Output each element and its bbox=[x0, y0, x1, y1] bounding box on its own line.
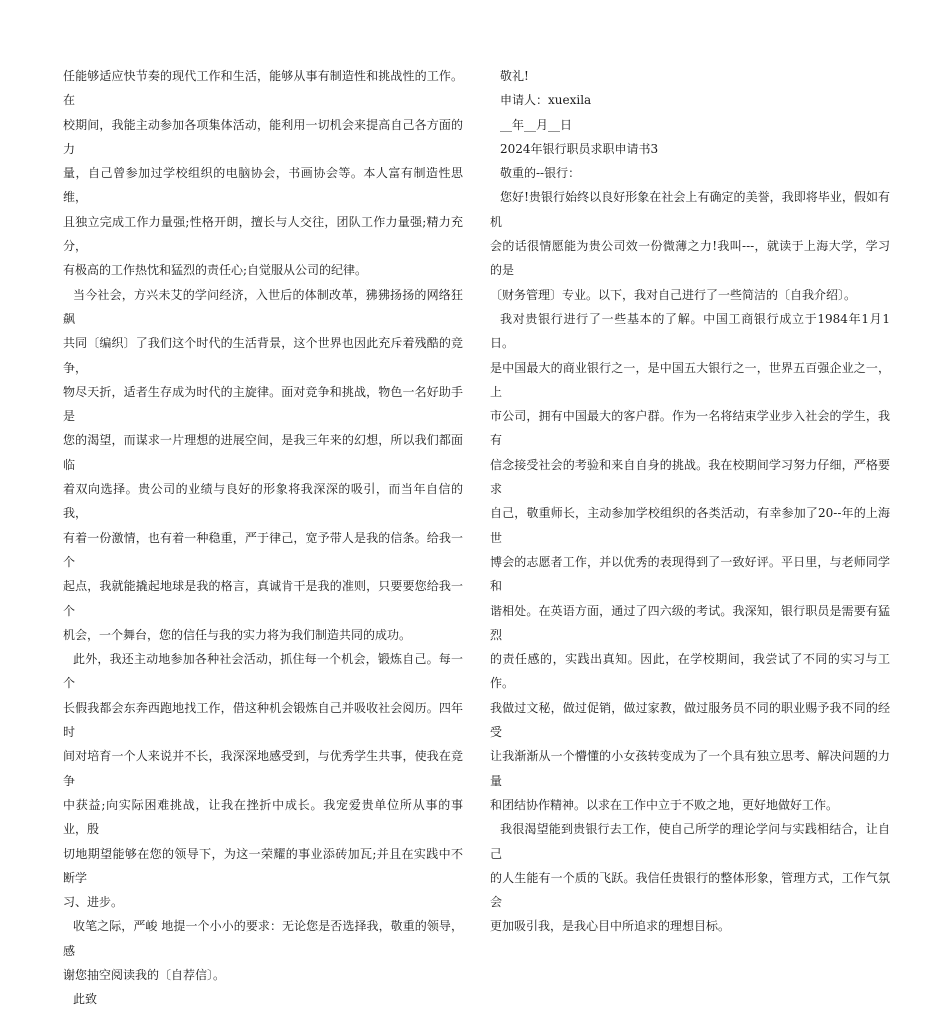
date-line bbox=[490, 113, 890, 137]
applicant-line bbox=[490, 88, 890, 112]
paragraph-aspiration bbox=[490, 817, 890, 938]
text-line: 谢您抽空阅读我的〔自荐信〕。 bbox=[63, 967, 226, 982]
salutation-cizhi bbox=[63, 987, 463, 1011]
text-line: 校期间，我能主动参加各项集体活动，能利用一切机会来提高自己各方面的力 bbox=[63, 117, 463, 156]
right-column bbox=[490, 64, 890, 939]
paragraph-continuation bbox=[63, 64, 463, 283]
text-line: 习、进步。 bbox=[63, 895, 124, 910]
text-line: 申请人：xuexila bbox=[500, 93, 592, 108]
text-line: 物尽天折，适者生存成为时代的主旋律。面对竞争和挑战，物色一名好助手是 bbox=[63, 384, 463, 424]
letter-greeting bbox=[490, 161, 890, 185]
text-line: 信念接受社会的考验和来自自身的挑战。我在校期间学习努力仔细，严格要求 bbox=[490, 457, 890, 497]
text-line: 市公司，拥有中国最大的客户群。作为一名将结束学业步入社会的学生，我有 bbox=[490, 409, 890, 448]
paragraph-intro bbox=[490, 185, 890, 306]
paragraph-closing bbox=[63, 914, 463, 987]
text-line: 是中国最大的商业银行之一，是中国五大银行之一，世界五百强企业之一，上 bbox=[490, 360, 890, 399]
text-line: 且独立完成工作力量强;性格开朗，擅长与人交往，团队工作力量强;精力充分， bbox=[63, 214, 463, 254]
text-line: 长假我都会东奔西跑地找工作，借这种机会锻炼自己并吸收社会阅历。四年时 bbox=[63, 700, 463, 740]
salutation-jingli bbox=[490, 64, 890, 88]
text-line: 2024年银行职员求职申请书3 bbox=[500, 141, 659, 156]
text-line: 您的渴望，而谋求一片理想的进展空间，是我三年来的幻想，所以我们都面临 bbox=[63, 433, 463, 472]
paragraph-bank-knowledge bbox=[490, 307, 890, 817]
text-line: 有极高的工作热忱和猛烈的责任心;自觉服从公司的纪律。 bbox=[63, 263, 368, 278]
left-column bbox=[63, 64, 463, 1012]
text-line: 博会的志愿者工作，并以优秀的表现得到了一致好评。平日里，与老师同学和 bbox=[490, 554, 890, 594]
text-line: 任能够适应快节奏的现代工作和生活，能够从事有制造性和挑战性的工作。在 bbox=[63, 69, 463, 108]
text-line: 我做过文秘，做过促销，做过家教，做过服务员不同的职业赐予我不同的经受 bbox=[490, 700, 890, 740]
text-line: 谐相处。在英语方面，通过了四六级的考试。我深知，银行职员是需要有猛烈 bbox=[490, 603, 890, 642]
text-line: 敬礼! bbox=[500, 69, 529, 83]
text-line: 机会，一个舞台，您的信任与我的实力将为我们制造共同的成功。 bbox=[63, 627, 412, 642]
text-line: __年__月__日 bbox=[500, 117, 573, 132]
text-line: 中获益;向实际困难挑战，让我在挫折中成长。我宠爱贵单位所从事的事业，殷 bbox=[63, 797, 463, 837]
text-line: 自己，敬重师长，主动参加学校组织的各类活动，有幸参加了20--年的上海世 bbox=[490, 506, 890, 545]
text-line: 量，自己曾参加过学校组织的电脑协会，书画协会等。本人富有制造性思维， bbox=[63, 166, 463, 205]
text-line: 敬重的--银行： bbox=[500, 166, 581, 181]
text-line: 起点，我就能撬起地球是我的格言，真诚肯干是我的准则，只要要您给我一个 bbox=[63, 579, 463, 618]
paragraph-society bbox=[63, 283, 463, 647]
text-line: 此致 bbox=[73, 992, 98, 1007]
text-line: 的责任感的，实践出真知。因此，在学校期间，我尝试了不同的实习与工作。 bbox=[490, 652, 890, 691]
text-line: 此外，我还主动地参加各种社会活动，抓住每一个机会，锻炼自己。每一个 bbox=[63, 652, 463, 691]
text-line: 会的话很情愿能为贵公司效一份微薄之力!我叫---，就读于上海大学，学习的是 bbox=[490, 239, 890, 278]
letter-title bbox=[490, 137, 890, 161]
text-line: 我对贵银行进行了一些基本的了解。中国工商银行成立于1984年1月1日。 bbox=[490, 311, 890, 351]
text-line: 当今社会，方兴未艾的学问经济，入世后的体制改革，狒狒扬扬的网络狂飙 bbox=[63, 287, 463, 326]
text-line: 让我渐渐从一个懵懂的小女孩转变成为了一个具有独立思考、解决问题的力量 bbox=[490, 749, 890, 788]
text-line: 着双向选择。贵公司的业绩与良好的形象将我深深的吸引，而当年自信的我， bbox=[63, 482, 463, 521]
text-line: 〔财务管理〕专业。以下，我对自己进行了一些简洁的〔自我介绍〕。 bbox=[490, 287, 857, 302]
text-line: 有着一份激情，也有着一种稳重，严于律己，宽予带人是我的信条。给我一个 bbox=[63, 530, 463, 569]
text-line: 收笔之际，严峻 地提一个小小的要求：无论您是否选择我，敬重的领导，感 bbox=[63, 919, 463, 958]
text-line: 和团结协作精神。以求在工作中立于不败之地，更好地做好工作。 bbox=[490, 797, 839, 812]
text-line: 间对培育一个人来说并不长，我深深地感受到，与优秀学生共事，使我在竞争 bbox=[63, 749, 463, 788]
text-line: 我很渴望能到贵银行去工作，使自己所学的理论学问与实践相结合，让自己 bbox=[490, 822, 890, 861]
paragraph-activities bbox=[63, 647, 463, 914]
text-line: 切地期望能够在您的领导下，为这一荣耀的事业添砖加瓦;并且在实践中不断学 bbox=[63, 846, 463, 885]
text-line: 的人生能有一个质的飞跃。我信任贵银行的整体形象，管理方式，工作气氛会 bbox=[490, 870, 890, 910]
text-line: 更加吸引我，是我心目中所追求的理想目标。 bbox=[490, 919, 731, 934]
text-line: 共同〔编织〕了我们这个时代的生活背景，这个世界也因此充斥着残酷的竞争， bbox=[63, 336, 463, 375]
text-line: 您好!贵银行始终以良好形象在社会上有确定的美誉，我即将毕业，假如有机 bbox=[490, 190, 890, 229]
